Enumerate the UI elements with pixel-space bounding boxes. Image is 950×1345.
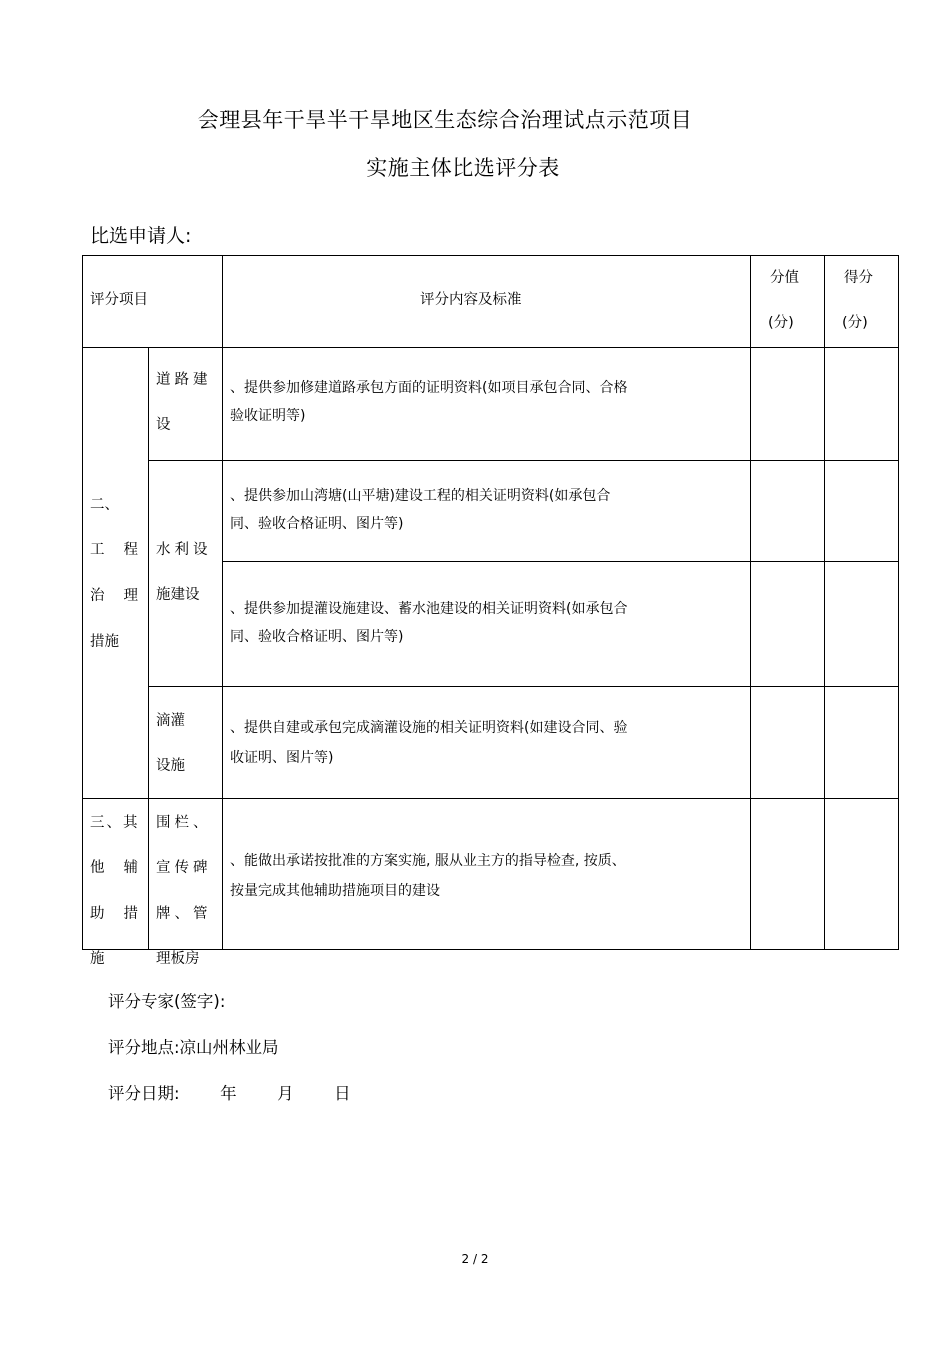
- section3-content-1: 、能做出承诺按批准的方案实施, 服从业主方的指导检查, 按质、: [230, 853, 626, 869]
- header-item: 评分项目: [90, 292, 148, 308]
- date-year: 年: [220, 1084, 237, 1103]
- header-score-got: 得分: [844, 270, 873, 286]
- section3-sub-3: 牌、管: [156, 906, 212, 922]
- drip-content-2: 收证明、图片等): [230, 750, 334, 766]
- section3-sub-2: 宣传碑: [156, 860, 212, 876]
- title-line-1: 会理县年干旱半干旱地区生态综合治理试点示范项目: [197, 108, 693, 132]
- applicant-label: 比选申请人:: [90, 225, 192, 247]
- header-score-got-unit: (分): [842, 315, 868, 331]
- date-day: 日: [334, 1084, 351, 1103]
- header-score-value-unit: (分): [768, 315, 794, 331]
- section3-label-2a: 他: [90, 860, 105, 876]
- expert-signature-label: 评分专家(签字):: [108, 992, 226, 1011]
- section2-label-3: [90, 581, 138, 611]
- road-sub-1: 道路建: [156, 372, 212, 388]
- scoring-place: 评分地点:凉山州林业局: [108, 1038, 279, 1057]
- drip-sub-2: 设施: [156, 758, 185, 774]
- section3-label-3a: 助: [90, 906, 105, 922]
- section3-label-2b: 辅: [123, 860, 138, 876]
- water-row2-content-2: 同、验收合格证明、图片等): [230, 629, 404, 645]
- section3-label-1: 三、其: [90, 815, 140, 831]
- section3-label-4: 施: [90, 951, 105, 967]
- drip-content-1: 、提供自建或承包完成滴灌设施的相关证明资料(如建设合同、验: [230, 720, 628, 736]
- section2-label-4: 措施: [90, 634, 119, 650]
- date-month: 月: [277, 1084, 294, 1103]
- section3-label-2: [90, 853, 138, 883]
- water-sub-1: 水利设: [156, 542, 212, 558]
- section2-label-1: 二、: [90, 497, 119, 513]
- section3-label-3: [90, 899, 138, 929]
- section3-content-2: 按量完成其他辅助措施项目的建设: [230, 883, 440, 899]
- section3-sub-1: 围栏、: [156, 815, 212, 831]
- scoring-date: [108, 1080, 351, 1104]
- section2-label-2: [90, 535, 138, 565]
- date-label: 评分日期:: [108, 1084, 180, 1103]
- section2-label-2a: 工: [90, 542, 105, 558]
- section3-sub-4: 理板房: [156, 951, 200, 967]
- water-row1-content-1: 、提供参加山湾塘(山平塘)建设工程的相关证明资料(如承包合: [230, 488, 611, 504]
- title-line-2: 实施主体比选评分表: [366, 156, 560, 180]
- section2-label-3a: 治: [90, 588, 105, 604]
- header-score-value: 分值: [770, 270, 799, 286]
- road-sub-2: 设: [156, 417, 171, 433]
- water-row2-content-1: 、提供参加提灌设施建设、蓄水池建设的相关证明资料(如承包合: [230, 601, 628, 617]
- road-content-1: 、提供参加修建道路承包方面的证明资料(如项目承包合同、合格: [230, 380, 628, 396]
- section2-label-2b: 程: [123, 542, 138, 558]
- header-content: 评分内容及标准: [420, 292, 522, 308]
- section3-label-3b: 措: [123, 906, 138, 922]
- water-sub-2: 施建设: [156, 587, 200, 603]
- section2-label-3b: 理: [123, 588, 138, 604]
- drip-sub-1: 滴灌: [156, 713, 185, 729]
- road-content-2: 验收证明等): [230, 408, 306, 424]
- water-row1-content-2: 同、验收合格证明、图片等): [230, 516, 404, 532]
- page-number: 2 / 2: [461, 1252, 489, 1266]
